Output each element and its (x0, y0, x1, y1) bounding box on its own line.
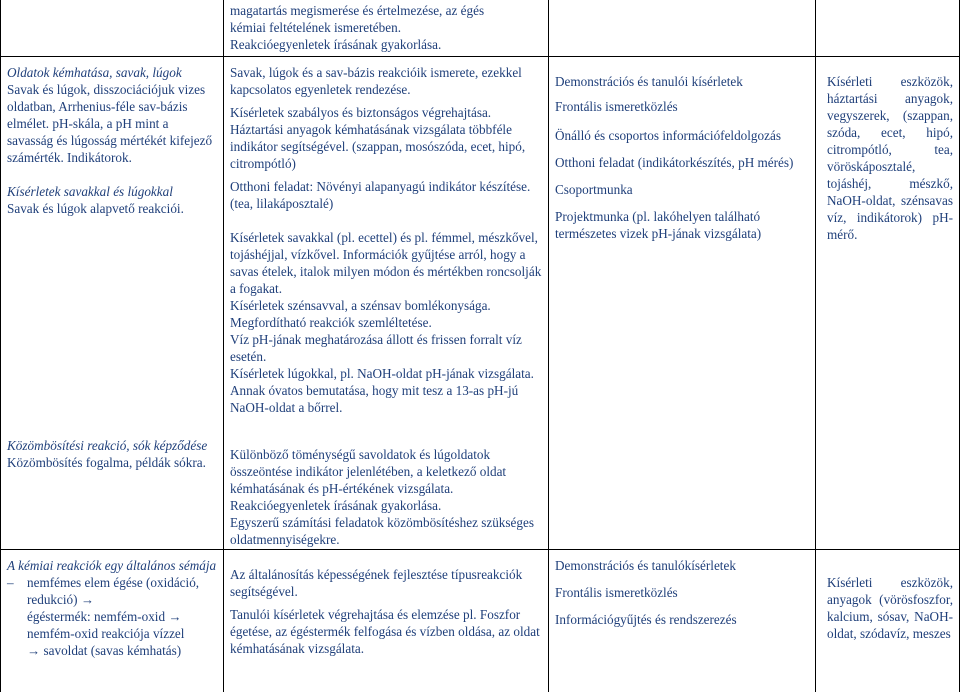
activity-item: Különböző töménységű savoldatok és lúgoldatok összeöntése indikátor jelenlétében, a keletkező oldat kémhatásának és pH-értékének vizsgálata. Reakcióegyenletek írásának gyakorlása. (230, 447, 507, 513)
activity-item: Otthoni feladat: Növényi alapanyagú indikátor készítése. (tea, lilakáposztalé) (230, 179, 531, 211)
top-fragment-line: magatartás megismerése és értelmezése, az égés (230, 3, 485, 18)
top-fragment (230, 2, 542, 53)
method-item: Frontális ismeretközlés (555, 585, 678, 600)
activities-neutralization (230, 446, 542, 548)
tools-text: Kísérleti eszközök, háztartási anyagok, vegyszerek, (szappan, szóda, ecet, hipó, citrompótló, tea, vöröskáposztalé, tojáshéj, mészkő, NaOH-oldat, szénsavas víz, indikátorok) pH-mérő. (827, 74, 953, 242)
topic-title: A kémiai reakciók egy általános sémája (7, 558, 217, 573)
method-item: Otthoni feladat (indikátorkészítés, pH mérés) (555, 155, 794, 170)
method-item: Csoportmunka (555, 182, 633, 197)
topic-body: Közömbösítés fogalma, példák sókra. (7, 455, 206, 470)
method-item: Információgyűjtés és rendszerezés (555, 612, 737, 627)
methods-general-scheme (555, 557, 795, 628)
activity-item: Kísérletek savakkal (pl. ecettel) és pl. fémmel, mészkővel, tojáshéjjal, vízkővel. Információk gyűjtése arról, hogy a savas ételek, italok milyen módon és mértékben roncsolják a fogakat. (230, 230, 542, 296)
activity-item: Háztartási anyagok kémhatásának vizsgálata többféle indikátor segítségével. (szappan, mosószóda, ecet, hipó, citrompótló) (230, 122, 526, 171)
activity-item: Kísérletek szénsavval, a szénsav bomlékonysága. Megfordítható reakciók szemléltetése. (230, 298, 491, 330)
tools-acids-bases (827, 73, 953, 243)
scheme-line: égéstermék: nemfém-oxid → (27, 609, 182, 624)
topic-body: Savak és lúgok alapvető reakciói. (7, 201, 184, 216)
tools-general-scheme (827, 574, 953, 642)
scheme-line: → savoldat (savas kémhatás) (27, 643, 182, 658)
methods-acids-bases (555, 73, 795, 242)
top-fragment-line: Reakcióegyenletek írásának gyakorlása. (230, 37, 442, 52)
table-border-left (0, 0, 1, 692)
method-item: Demonstrációs és tanulókísérletek (555, 558, 736, 573)
tools-text: Kísérleti eszközök, anyagok (vörösfoszfor, kalcium, sósav, NaOH-oldat, szódavíz, meszes (827, 575, 953, 641)
activity-item: Savak, lúgok és a sav-bázis reakcióik ismerete, ezekkel kapcsolatos egyenletek rendezése. (230, 65, 522, 97)
topic-title: Oldatok kémhatása, savak, lúgok (7, 65, 182, 80)
activity-item: Az általánosítás képességének fejlesztése típusreakciók segítségével. (230, 567, 523, 599)
column-divider-2 (548, 0, 549, 692)
column-divider-3 (815, 0, 816, 692)
activity-item: Egyszerű számítási feladatok közömbösítéshez szükséges oldatmennyiségekre. (230, 515, 534, 547)
row-divider-2 (0, 549, 960, 550)
topic-acids-bases (7, 64, 217, 217)
topic-general-scheme (7, 557, 217, 659)
activity-item: Tanulói kísérletek végrehajtása és elemzése pl. Foszfor égetése, az égéstermék felfogása és vízben oldása, az oldat kémhatásának vizsgálata. (230, 607, 540, 656)
topic-neutralization (7, 437, 217, 471)
activity-item: Kísérletek lúgokkal, pl. NaOH-oldat pH-jának vizsgálata. Annak óvatos bemutatása, hogy mit tesz a 13-as pH-jú NaOH-oldat a bőrrel. (230, 366, 534, 415)
topic-title: Közömbösítési reakció, sók képződése (7, 438, 208, 453)
activity-item: Víz pH-jának meghatározása állott és frissen forralt víz esetén. (230, 332, 522, 364)
scheme-list (7, 574, 217, 659)
scheme-line: nemfém-oxid reakciója vízzel (27, 626, 185, 641)
activities-general-scheme (230, 566, 542, 657)
method-item: Önálló és csoportos információfeldolgozás (555, 128, 781, 143)
activities-acids-bases (230, 64, 542, 416)
row-divider-1 (0, 56, 960, 57)
scheme-dash: – (7, 575, 14, 590)
column-divider-1 (223, 0, 224, 692)
topic-title: Kísérletek savakkal és lúgokkal (7, 184, 173, 199)
activity-item: Kísérletek szabályos és biztonságos végrehajtása. (230, 105, 492, 120)
top-fragment-line: kémiai feltételének ismeretében. (230, 20, 401, 35)
scheme-line: nemfémes elem égése (oxidáció, redukció) → (27, 575, 200, 607)
method-item: Projektmunka (pl. lakóhelyen található természetes vizek pH-jának vizsgálata) (555, 209, 762, 241)
method-item: Frontális ismeretközlés (555, 99, 678, 114)
topic-body: Savak és lúgok, disszociációjuk vizes oldatban, Arrhenius-féle sav-bázis elmélet. pH-skála, a pH mint a savasság és lúgosság mértékét kifejező számérték. Indikátorok. (7, 82, 213, 165)
method-item: Demonstrációs és tanulói kísérletek (555, 74, 743, 89)
